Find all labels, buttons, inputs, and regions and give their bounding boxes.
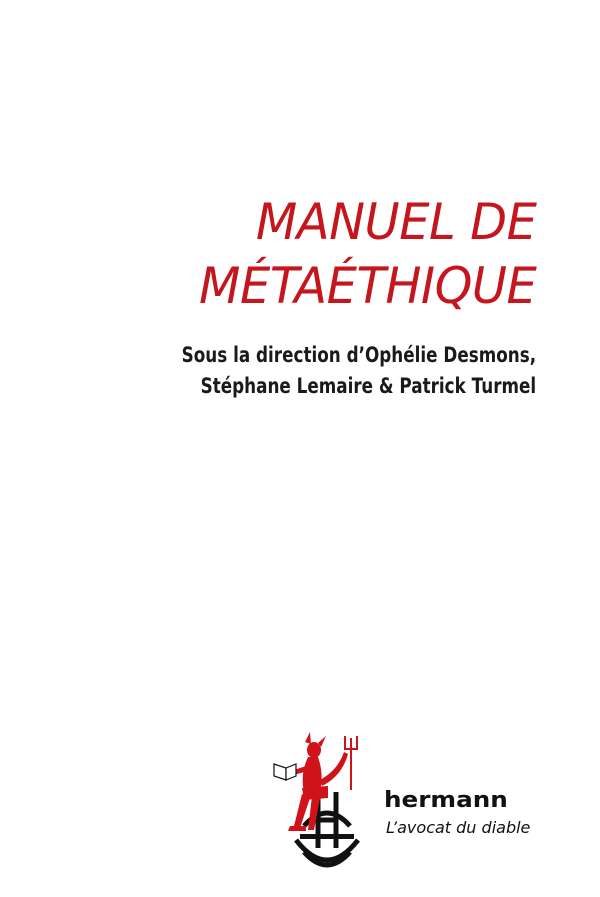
authors-line-2: Stéphane Lemaire & Patrick Turmel: [200, 374, 536, 398]
title-line-1: MANUEL DE: [255, 193, 536, 251]
title-line-2: MÉTAÉTHIQUE: [198, 257, 536, 315]
devil-reading-book-logo-icon: [266, 730, 384, 878]
book-title: [199, 190, 536, 318]
authors-line-1: Sous la direction d’Ophélie Desmons,: [181, 343, 536, 367]
book-authors: [181, 340, 536, 402]
publisher-logo: [266, 730, 566, 880]
publisher-name: hermann: [384, 788, 508, 813]
collection-name: L’avocat du diable: [386, 818, 531, 837]
